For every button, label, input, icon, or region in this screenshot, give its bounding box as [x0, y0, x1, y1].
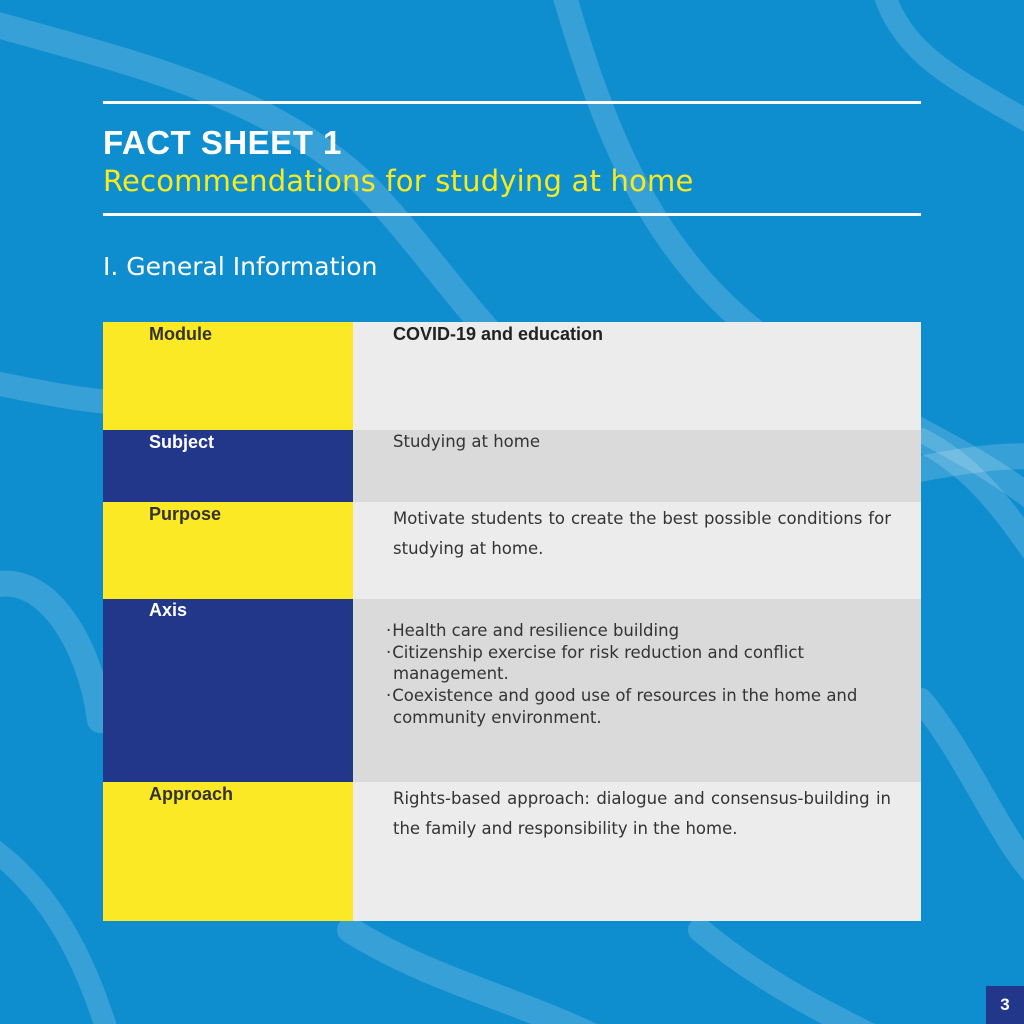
axis-list — [386, 620, 891, 729]
header-top-divider — [103, 101, 921, 104]
bullet-icon: · — [386, 621, 392, 640]
wave-line — [0, 840, 110, 1024]
value-purpose: Motivate students to create the best possible conditions for studying at home. — [353, 502, 921, 599]
label-axis: Axis — [103, 599, 353, 782]
axis-item: ·Health care and resilience building — [386, 621, 680, 640]
wave-line — [0, 584, 100, 720]
wave-line — [350, 930, 600, 1024]
value-axis — [353, 599, 921, 782]
value-subject: Studying at home — [353, 430, 921, 502]
general-info-table — [103, 322, 921, 921]
axis-item: ·Citizenship exercise for risk reduction and conflict management. — [386, 642, 804, 684]
label-approach: Approach — [103, 782, 353, 921]
header-bottom-divider — [103, 213, 921, 216]
wave-line — [880, 0, 1024, 140]
wave-line — [921, 700, 1024, 880]
label-subject: Subject — [103, 430, 353, 502]
bullet-icon: · — [386, 642, 392, 662]
bullet-icon: · — [386, 686, 392, 706]
table-row-purpose — [103, 502, 921, 599]
table-row-axis — [103, 599, 921, 782]
fact-sheet-title: FACT SHEET 1 — [103, 124, 342, 161]
label-purpose: Purpose — [103, 502, 353, 599]
table-row-subject — [103, 430, 921, 502]
table-row-module — [103, 322, 921, 430]
wave-line — [700, 930, 880, 1024]
axis-item: ·Coexistence and good use of resources in the home and community environment. — [386, 686, 858, 727]
section-heading: I. General Information — [103, 252, 378, 281]
value-module: COVID-19 and education — [353, 322, 921, 430]
value-approach: Rights-based approach: dialogue and consensus-building in the family and responsibility in the home. — [353, 782, 921, 921]
label-module: Module — [103, 322, 353, 430]
page-number: 3 — [986, 986, 1024, 1024]
table-row-approach — [103, 782, 921, 921]
fact-sheet-subtitle: Recommendations for studying at home — [103, 164, 694, 198]
